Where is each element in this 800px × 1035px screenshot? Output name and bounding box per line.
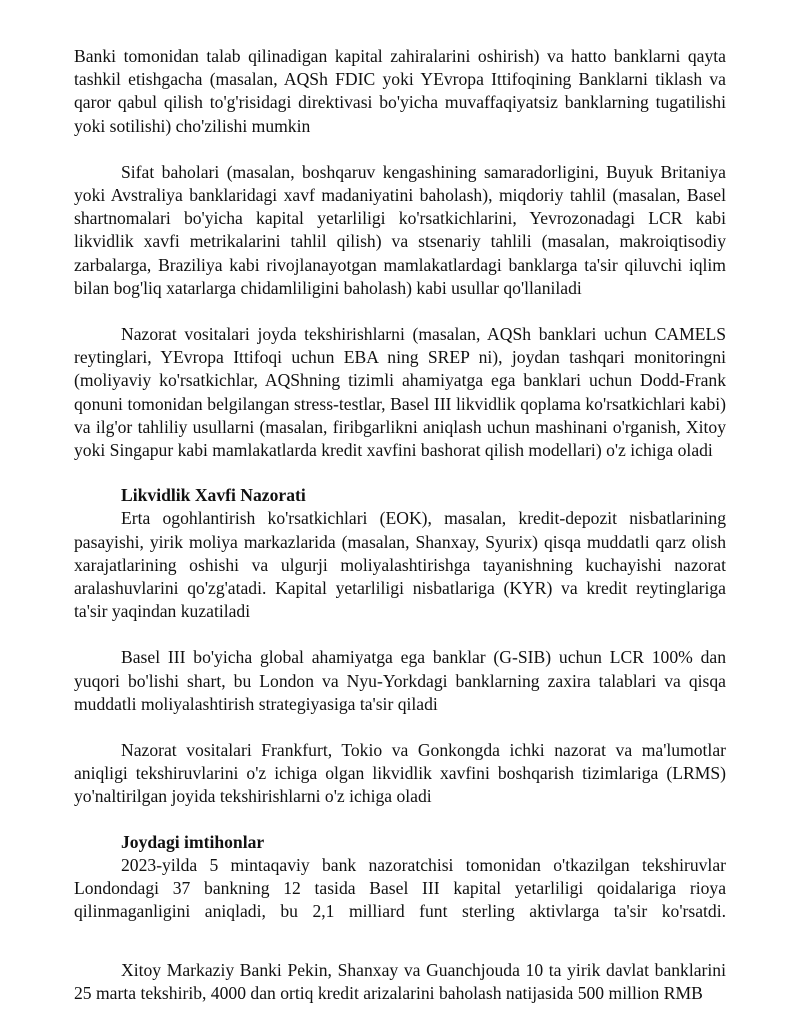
- paragraph-pboc-inspections: Xitoy Markaziy Banki Pekin, Shanxay va Guanchjouda 10 ta yirik davlat banklarini 25 marta tekshirib, 4000 dan ortiq kredit arizalarini baholash natijasida 500 million RMB: [74, 959, 726, 1003]
- heading-liquidity-risk-supervision: Likvidlik Xavfi Nazorati: [121, 485, 306, 506]
- paragraph-early-warning-indicators: Erta ogohlantirish ko'rsatkichlari (EOK), masalan, kredit-depozit nisbatlarining pasayishi, yirik moliya markazlarida (masalan, Shanxay, Syurix) qisqa muddatli qarz olish xarajatlarining oshishi va ulgurji moliyalashtirishga tayanishning kuchayishi nazorat aralashuvlarini qo'zg'atadi. Kapital yetarliligi nisbatlariga (KYR) va kredit reytinglariga ta'sir yaqindan kuzatiladi: [74, 508, 726, 622]
- paragraph-assessment-methods: Sifat baholari (masalan, boshqaruv kengashining samaradorligini, Buyuk Britaniya yoki Avstraliya banklaridagi xavf madaniyatini baholash), miqdoriy tahlil (masalan, Basel shartnomalari bo'yicha kapital yetarliligi ko'rsatkichlarini, Yevrozonadagi LCR kabi likvidlik xavfi metrikalarini tahlil qilish) va stsenariy tahlili (masalan, makroiqtisodiy zarbalarga, Braziliya kabi rivojlanayotgan mamlakatlardagi banklarga ta'sir qiluvchi iqlim bilan bog'liq xatarlarga chidamliligini baholash) kabi usullar qo'llaniladi: [74, 161, 726, 298]
- paragraph-supervisory-tools: Nazorat vositalari joyda tekshirishlarni (masalan, AQSh banklari uchun CAMELS reytinglari, YEvropa Ittifoqi uchun EBA ning SREP ni), joydan tashqari monitoringni (moliyaviy ko'rsatkichlar, AQShning tizimli ahamiyatga ega banklari uchun Dodd-Frank qonuni tomonidan belgilangan stress-testlar, Basel III likvidlik qoplama ko'rsatkichlari kabi) va ilg'or tahliliy usullarni (masalan, firibgarlikni aniqlash uchun mashinani o'rganish, Xitoy yoki Singapur kabi mamlakatlarda kredit xavfini bashorat qilish modellari) o'z ichiga oladi: [74, 324, 726, 461]
- heading-onsite-examinations: Joydagi imtihonlar: [121, 831, 265, 852]
- paragraph-2023-inspections: 2023-yilda 5 mintaqaviy bank nazoratchisi tomonidan o'tkazilgan tekshiruvlar Londondagi 37 bankning 12 tasida Basel III kapital yetarliligi qoidalariga rioya qilinmaganligini aniqladi, bu 2,1 milliard funt sterling aktivlarga ta'sir ko'rsatdi.: [74, 854, 726, 922]
- document-body: [74, 45, 726, 1005]
- paragraph-basel-lcr: Basel III bo'yicha global ahamiyatga ega banklar (G-SIB) uchun LCR 100% dan yuqori bo'lishi shart, bu London va Nyu-Yorkdagi banklarning zaxira talablari va qisqa muddatli moliyalashtirish strategiyasiga ta'sir qiladi: [74, 647, 726, 714]
- paragraph-lrms-inspections: Nazorat vositalari Frankfurt, Tokio va Gonkongda ichki nazorat va ma'lumotlar aniqligi tekshiruvlarini o'z ichiga olgan likvidlik xavfini boshqarish tizimlariga (LRMS) yo'naltirilgan joyida tekshirishlarni o'z ichiga oladi: [74, 740, 726, 807]
- paragraph-capital-reserves: Banki tomonidan talab qilinadigan kapital zahiralarini oshirish) va hatto banklarni qayta tashkil etishgacha (masalan, AQSh FDIC yoki YEvropa Ittifoqining Banklarni tiklash va qaror qabul qilish to'g'risidagi direktivasi bo'yicha muvaffaqiyatsiz banklarning tugatilishi yoki sotilishi) cho'zilishi mumkin: [74, 46, 726, 136]
